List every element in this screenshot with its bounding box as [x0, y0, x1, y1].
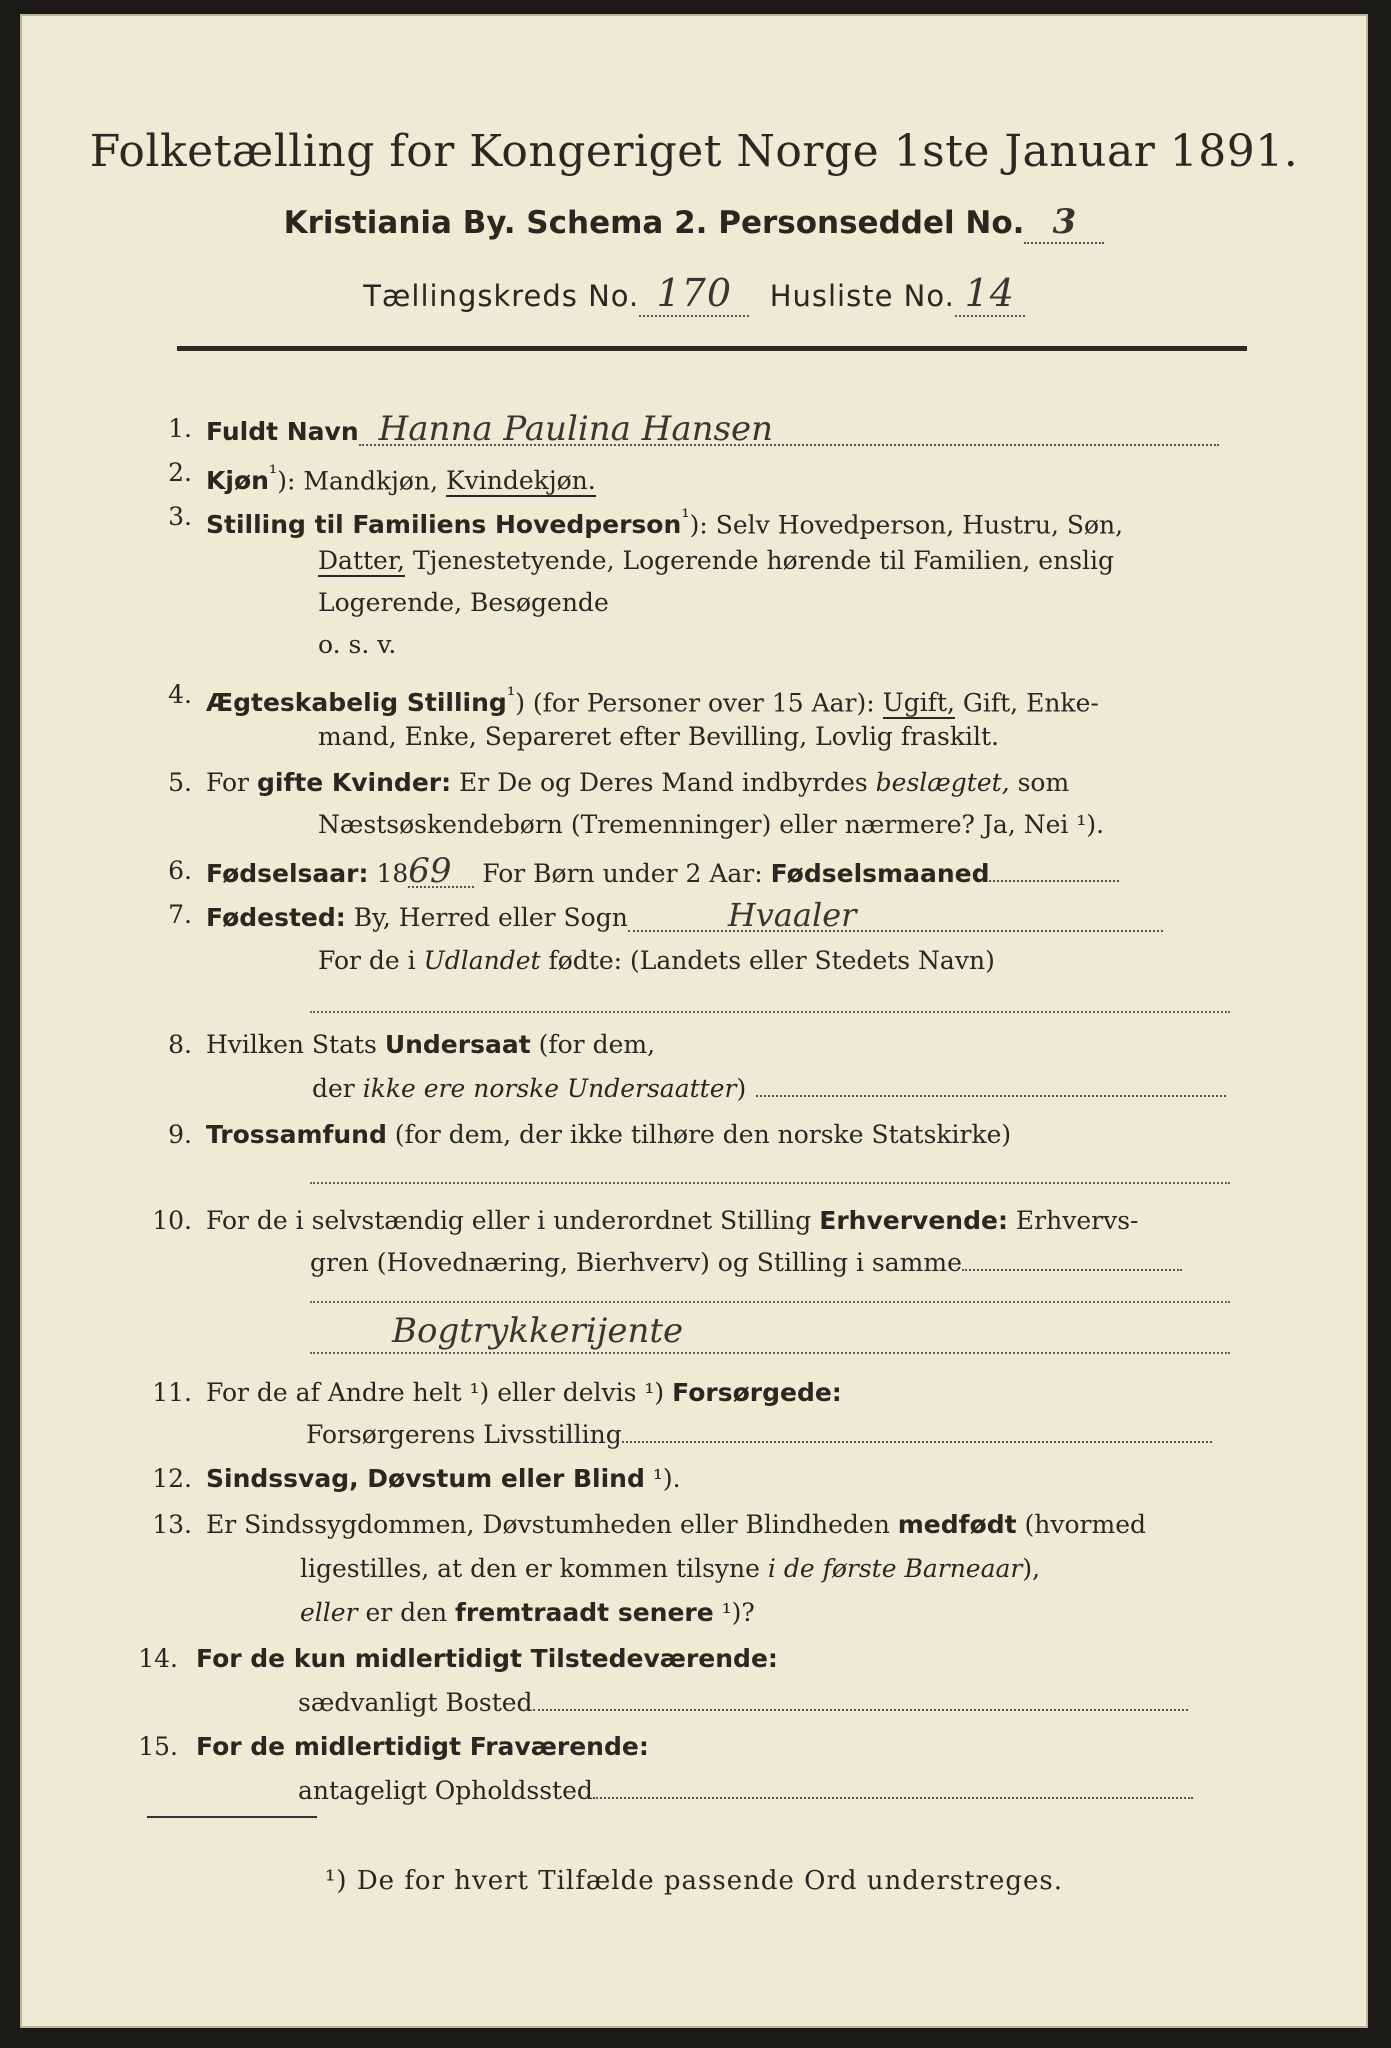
question-text: Gift, Enke-: [954, 688, 1099, 718]
question-number: 15.: [138, 1732, 178, 1761]
occupation-line: [310, 1301, 1230, 1303]
husliste-number: 14: [955, 271, 1025, 317]
question-8-line-2: [312, 1074, 1226, 1104]
question-1: [162, 409, 1219, 449]
header-divider: [177, 346, 1247, 351]
district-line: [22, 271, 1366, 317]
nationality-field: [756, 1095, 1226, 1097]
question-2: [162, 458, 596, 496]
question-label: gifte Kvinder:: [256, 768, 452, 797]
question-text: antageligt Opholdssted: [298, 1776, 593, 1805]
footnote-marker: ¹: [268, 461, 278, 485]
question-number: 9.: [168, 1120, 192, 1149]
question-4: [162, 680, 1099, 718]
question-label: Erhvervende:: [819, 1206, 1008, 1235]
question-text: (for dem,: [530, 1030, 656, 1059]
husliste-label: Husliste No.: [769, 279, 955, 313]
question-label: Fuldt Navn: [206, 417, 359, 446]
kreds-number: 170: [639, 271, 749, 317]
question-label: Fødselsaar:: [206, 859, 369, 888]
selected-option: Ugift,: [882, 688, 955, 718]
question-number: 1.: [168, 414, 192, 443]
question-text-italic: Udlandet: [423, 946, 541, 975]
question-label: Kjøn: [206, 466, 269, 496]
question-4-line-2: mand, Enke, Separeret efter Bevilling, Lovlig fraskilt.: [318, 722, 999, 751]
religion-field: [310, 1182, 1230, 1184]
question-text: ) (for Personer over 15 Aar):: [515, 688, 875, 718]
personseddel-number: 3: [1024, 202, 1104, 244]
question-number: 13.: [152, 1510, 192, 1539]
question-13-line-2: [300, 1554, 1040, 1584]
selected-option: Datter,: [318, 546, 405, 575]
question-label: fremtraadt senere: [455, 1598, 714, 1627]
occupation-field: [962, 1269, 1182, 1271]
selected-option: Kvindekjøn.: [445, 466, 596, 496]
question-3: [162, 502, 1123, 540]
question-number: 14.: [138, 1644, 178, 1673]
question-5: [162, 768, 1069, 798]
question-number: 11.: [152, 1378, 192, 1407]
question-text: gren (Hovednæring, Bierhverv) og Stilling i samme: [310, 1248, 962, 1277]
question-text: ¹)?: [713, 1598, 755, 1627]
question-label: For de midlertidigt Fraværende:: [196, 1732, 649, 1761]
question-text: (for dem, der ikke tilhøre den norske Statskirke): [386, 1120, 1012, 1149]
question-6: [162, 851, 1119, 891]
question-label: Trossamfund: [206, 1120, 387, 1149]
question-number: 4.: [168, 680, 192, 709]
question-number: 8.: [168, 1030, 192, 1059]
question-11: [152, 1378, 842, 1408]
question-text: ),: [1022, 1554, 1041, 1583]
foreign-birthplace-field: [310, 1011, 1230, 1013]
question-number: 3.: [168, 502, 192, 531]
question-text: ): [736, 1074, 747, 1103]
question-text: Erhvervs-: [1007, 1206, 1139, 1235]
question-number: 6.: [168, 856, 192, 885]
question-text: ¹).: [644, 1464, 681, 1493]
question-text: er den: [357, 1598, 456, 1627]
question-text: Forsørgerens Livsstilling: [306, 1420, 622, 1449]
question-text: (hvormed: [1016, 1510, 1146, 1539]
question-number: 12.: [152, 1464, 192, 1493]
census-form: [20, 14, 1368, 2028]
question-3-line-4: o. s. v.: [318, 630, 397, 659]
question-label: Sindssvag, Døvstum eller Blind: [206, 1464, 645, 1493]
question-text: For: [206, 768, 249, 797]
footnote-divider: [147, 1816, 317, 1818]
question-text: By, Herred eller Sogn: [345, 903, 628, 932]
question-13: [152, 1510, 1146, 1540]
birth-month-field: [989, 880, 1119, 882]
question-7-line-2: [318, 946, 995, 976]
question-text: For de i: [318, 946, 424, 975]
question-label: Stilling til Familiens Hovedperson: [206, 510, 682, 540]
question-text: ligestilles, at den er kommen tilsyne: [300, 1554, 768, 1583]
question-14-line-2: [298, 1688, 1188, 1718]
birth-year-value: 69: [408, 856, 474, 888]
question-11-line-2: [306, 1420, 1212, 1450]
form-title: Folketælling for Kongeriget Norge 1ste Januar 1891.: [89, 126, 1299, 177]
question-label: Forsørgede:: [672, 1378, 842, 1407]
question-text: Er De og Deres Mand indbyrdes: [451, 768, 876, 797]
question-text: Er Sindssygdommen, Døvstumheden eller Blindheden: [206, 1510, 898, 1539]
question-text-italic: i de første Barneaar: [767, 1554, 1023, 1583]
question-3-line-3: Logerende, Besøgende: [318, 588, 609, 617]
question-13-line-3: [300, 1598, 755, 1628]
question-text-italic: beslægtet,: [875, 768, 1010, 797]
question-text: Tjenestetyende, Logerende hørende til Familien, enslig: [405, 546, 1115, 575]
question-text: For Børn under 2 Aar:: [482, 859, 763, 888]
question-15: [138, 1732, 649, 1762]
question-label: Fødested:: [206, 903, 346, 932]
question-text: ): Selv Hovedperson, Hustru, Søn,: [689, 510, 1124, 540]
question-number: 10.: [152, 1206, 192, 1235]
question-text: For de af Andre helt ¹) eller delvis ¹): [206, 1378, 673, 1407]
question-label: Fødselsmaaned: [770, 859, 990, 888]
question-5-line-2: Næstsøskendebørn (Tremenninger) eller nærmere? Ja, Nei ¹).: [318, 810, 1105, 839]
footnote-marker: ¹: [506, 683, 516, 707]
year-prefix: 18: [376, 859, 409, 888]
question-10: [152, 1206, 1139, 1236]
city-schema-label: Kristiania By. Schema 2. Personseddel No.: [283, 205, 1025, 241]
question-text-italic: eller: [300, 1598, 358, 1627]
usual-residence-field: [533, 1709, 1188, 1711]
question-number: 7.: [168, 900, 192, 929]
question-number: 2.: [168, 458, 192, 487]
birthplace-value: Hvaaler: [628, 900, 1163, 932]
question-15-line-2: [298, 1776, 1193, 1806]
footnote-marker: ¹: [681, 505, 690, 529]
question-label: medfødt: [897, 1510, 1017, 1539]
question-label: Ægteskabelig Stilling: [206, 688, 507, 718]
question-text: Hvilken Stats: [206, 1030, 385, 1059]
question-text: som: [1009, 768, 1070, 797]
question-number: 5.: [168, 768, 192, 797]
question-text: fødte: (Landets eller Stedets Navn): [540, 946, 995, 975]
question-text: ): Mandkjøn,: [277, 466, 439, 496]
question-9: [162, 1120, 1011, 1150]
question-label: Undersaat: [384, 1030, 531, 1059]
question-7: [162, 896, 1163, 934]
question-12: [152, 1464, 681, 1494]
question-text-italic: ikke ere norske Undersaatter: [362, 1074, 737, 1103]
question-14: [138, 1644, 778, 1674]
full-name-value: Hanna Paulina Hansen: [359, 414, 1219, 446]
provider-field: [622, 1441, 1212, 1443]
question-10-line-2: [310, 1248, 1182, 1278]
question-label: For de kun midlertidigt Tilstedeværende:: [196, 1644, 778, 1673]
question-text: sædvanligt Bosted: [298, 1688, 533, 1717]
kreds-label: Tællingskreds No.: [363, 279, 640, 313]
question-8: [162, 1030, 655, 1060]
question-text: For de i selvstændig eller i underordnet Stilling: [206, 1206, 820, 1235]
occupation-value: Bogtrykkerijente: [392, 1311, 684, 1351]
question-text: der: [312, 1074, 363, 1103]
occupation-line-2: [310, 1352, 1230, 1354]
temporary-residence-field: [593, 1797, 1193, 1799]
question-3-line-2: [318, 546, 1114, 576]
footnote: ¹) De for hvert Tilfælde passende Ord understreges.: [324, 1866, 1063, 1896]
form-subtitle: [22, 202, 1366, 244]
